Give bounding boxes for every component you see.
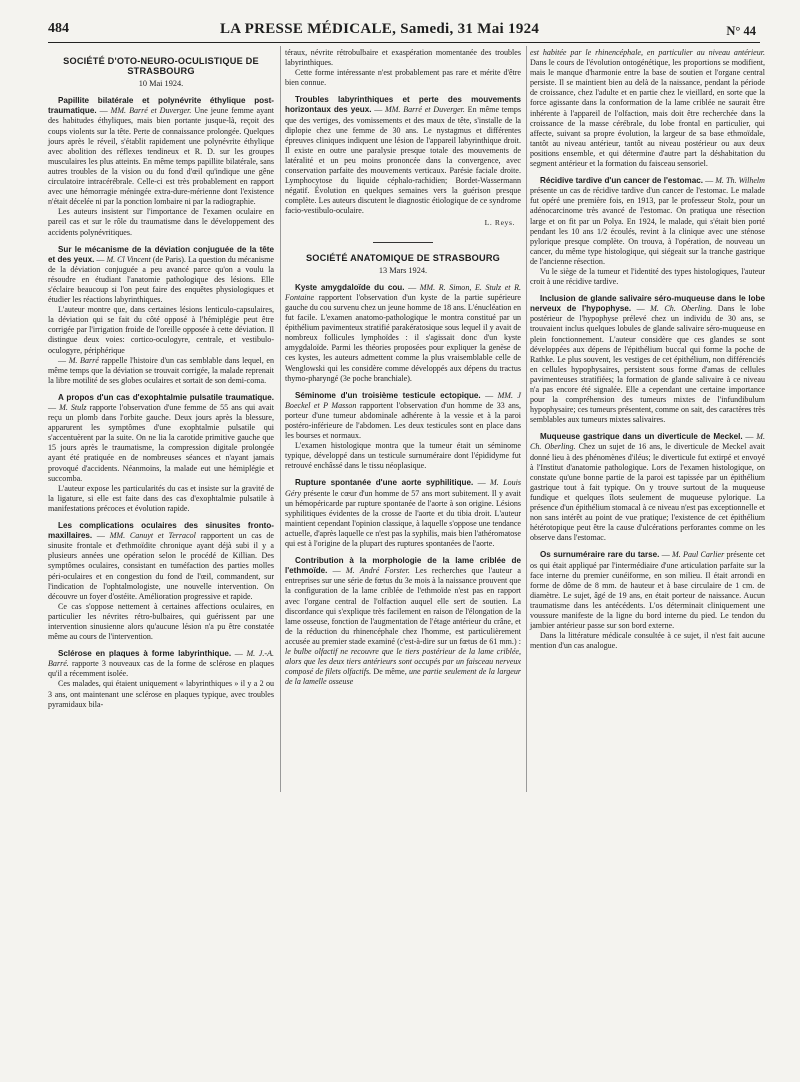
article: Inclusion de glande salivaire séro-muqueuse dans le lobe nerveux de l'hypophyse. — M. Ch. Oberling. Dans le lobe postérieur de l'hypophyse prélevé chez un individu de 30 ans, se trouvaient inclus quelques lobules de glande salivaire séro-muqueuse en plein fonctionnement. L'auteur considère que ces glandes se sont développées aux dépens de l'épithélium buccal qui forme la poche de Rathke. Le plus souvent, les vestiges de cet épithélium, non différenciés en cellules hypophysaires, persistent sous forme d'amas de cellules pavimenteuses stratifiées; la formation de glande salivaire à ce niveau n'a pas encore été signalée. Elle a cependant une certaine importance pour la compréhension des tumeurs mixtes de l'infundibulum hypophysaire; ces tumeurs présentent, comme on sait, des caractères très semblables aux tumeurs mixtes salivaires. xyxy=(530,294,765,425)
page-header xyxy=(48,21,756,39)
article-body: rapporte 3 nouveaux cas de la forme de sclérose en plaques qu'il a récemment isolée. xyxy=(48,659,274,679)
article: Os surnuméraire rare du tarse. — M. Paul Carlier présente cet os qui était appliqué par l'intermédiaire d'une articulation parfaite sur la face interne du premier cunéiforme, en son milieu. Il était arrondi en forme de dôme de 8 mm. de hauteur et à base circulaire de 1 cm. de diamètre. Le sujet, âgé de 19 ans, en était porteur de naissance. Aucun traumatisme dans les antécédents. L'os déterminait cliniquement une voussure manifeste de la ligne du bord interne du pied. Le tendon du jambier antérieur passe sur son bord externe. Dans la littérature médicale consultée à ce sujet, il n'est fait aucune mention d'un cas analogue. xyxy=(530,550,766,651)
article-title: Kyste amygdaloïde du cou. xyxy=(295,282,405,292)
article-title: Sur le mécanisme de la déviation conjuguée de la tête et des yeux. xyxy=(48,244,274,264)
article-author: MM. J Boeckel et P Masson xyxy=(285,390,521,410)
column-divider xyxy=(526,46,527,792)
article-body: L'examen histologique montra que la tumeur était un séminome typique, développé dans un testicule surnuméraire dont l'épididyme fut retrouvé enchâssé dans le tissu néoplasique. xyxy=(285,441,521,471)
article-author: M. Th. Wilhelm xyxy=(715,176,765,186)
header-rule xyxy=(48,42,760,43)
article: Les complications oculaires des sinusites fronto-maxillaires. — MM. Canuyt et Terracol rapportent un cas de sinusite frontale et d'ethmoïdite chronique ayant déjà subi il y a plusieurs années une opération selon le procédé de Killian. Des symptômes oculaires, consistant en tuméfaction des parties molles péri-oculaires et en congestion du fond de l'œil, commandent, sur l'indication de l'ophtalmologiste, une nouvelle intervention. On découvre un foyer d'ostéite. Amélioration progressive et rapide. Ce cas s'oppose nettement à certaines affections oculaires, en particulier les névrites rétro-bulbaires, qui guérissent par une intervention sinusienne alors qu'aucune lésion n'a pu être constatée même au cours de l'intervention. xyxy=(48,521,274,642)
article-continuation xyxy=(285,48,521,88)
article-body: présente cet os qui était appliqué par l'intermédiaire d'une articulation parfaite sur la face interne du premier cunéiforme, en son milieu. Il était arrondi en forme de dôme de 8 mm. de hauteur et à base circulaire de 1 cm. de diamètre. Le sujet, âgé de 19 ans, en était porteur de naissance. Aucun traumatisme dans les antécédents. L'os déterminait cliniquement une voussure manifeste de la ligne du bord interne du pied. Le tendon du jambier antérieur passe sur son bord externe. xyxy=(530,550,766,631)
article-author: MM. Canuyt et Terracol xyxy=(109,531,196,541)
article-author: M. J.-A. Barré. xyxy=(48,649,275,669)
column-3 xyxy=(530,48,765,658)
article-body: rapportent l'observation d'un homme de 33 ans, porteur d'une tumeur abdominale adhérente à la vessie et à la paroi postéro-inférieure de l'abdomen. Les deux testicules sont en place dans les bourses et normaux. xyxy=(285,400,521,441)
article-body: Les recherches que l'auteur a entreprises sur une série de fœtus du 3e mois à la naissance prouvent que la configuration de la lame criblée de l'ethmoïde n'est pas en rapport avec l'organe central de l'olfaction auquel elle sert de soutien. La discordance qui s'explique très facilement en raison de l'élongation de la lame osseuse, fonction de l'augmentation de l'étage antérieur du crâne, et de la réduction du rhinencéphale chez l'homme, est particulièrement accusée au premier stade examiné (c'est-à-dire sur un fœtus de 61 mm.) : xyxy=(285,566,521,646)
article: Muqueuse gastrique dans un diverticule de Meckel. — M. Ch. Oberling. Chez un sujet de 16 ans, le diverticule de Meckel avait donné lieu à des phénomènes d'iléus; le diverticule fut extirpé et envoyé à l'Institut d'anatomie pathologique. Lors de l'examen histologique, on constate qu'une bonne partie de la paroi est tapissée par un épithélium gastrique tout à fait typique. On y trouve surtout de la muqueuse fundique et quelques îlots seulement de muqueuse pylorique. La présence d'un épithélium stomacal à ce niveau n'est pas exceptionnelle et non sans intérêt au point de vue pratique; l'existence de cet épithélium hétérotopique peut être la cause d'ulcérations perforantes comme on les observe dans l'estomac. xyxy=(530,432,766,543)
article-body: Chez un sujet de 16 ans, le diverticule de Meckel avait donné lieu à des phénomènes d'iléus; le diverticule fut extirpé et envoyé à l'Institut d'anatomie pathologique. Lors de l'examen histologique, on constate qu'une bonne partie de la paroi est tapissée par un épithélium gastrique tout à fait typique. On y trouve surtout de la muqueuse fundique et quelques îlots seulement de muqueuse pylorique. La présence d'un épithélium stomacal à ce niveau n'est pas exceptionnelle et non sans intérêt au point de vue pratique; l'existence de cet épithélium hétérotopique peut être la cause d'ulcérations perforantes comme on les observe dans l'estomac. xyxy=(530,442,766,543)
article-author: M. Louis Géry xyxy=(285,478,521,498)
article-body: Vu le siège de la tumeur et l'identité des types histologiques, l'auteur croit à une récidive tardive. xyxy=(530,266,765,287)
article-author: M. Stulz xyxy=(59,403,87,412)
article-body: L'auteur montre que, dans certaines lésions lenticulo-capsulaires, la déviation qui se fait du côté opposé à l'hémiplégie peut être corrigée par l'irrigation froide de l'oreille opposée à cette déviation. Il distingue deux voies: cortico-oculogyre, centrale, et vestibulo-oculogyre, périphérique xyxy=(48,305,274,355)
article: Kyste amygdaloïde du cou. — MM. R. Simon, E. Stulz et R. Fontaine rapportent l'observation d'un kyste de la partie supérieure gauche du cou survenu chez un jeune homme de 18 ans. L'énucléation en fut facile. L'examen anatomo-pathologique le montra constitué par un épithélium pavimenteux stratifié parakératosique sous lequel il y avait de nombreux follicules lymphoïdes : il s'agissait donc d'un kyste amygdaloïde. Parmi les théories proposées pour expliquer la genèse de ces kystes, les auteurs admettent comme la plus vraisemblable celle de Wenglowski qui les considère comme développés aux dépens du tractus thymo-pharyngé (3e poche branchiale). xyxy=(285,282,522,383)
article-author: M. Ch. Oberling. xyxy=(650,304,713,314)
article-body: Une jeune femme ayant des habitudes éthyliques, mais bien portante jusque-là, reçoit des coups violents sur la tête. Perte de connaissance prolongée. Quelques jours après le réveil, s'établit rapidement une polynévrite éthylique avec abolition des réflexes tendineux et R. D. sur les groupes musculaires les plus atteints. En même temps papillite bilatérale, sans autres troubles de la vision ou du fond d'œil qu'indique une gêne circulatoire intracérébrale. Celle-ci est très probablement en rapport avec une hémorragie méningée extra-dure-mérienne dont l'existence n'était décelée ni par la ponction lombaire ni par la radiographie. xyxy=(48,106,274,207)
article-body: rapporte l'observation d'une femme de 55 ans qui avait reçu un plomb dans l'orbite gauche. Deux jours après la blessure, apparurent les symptômes d'une exophtalmie pulsatile qui s'accentuèrent par la suite. On ne lia la carotide primitive gauche que 15 jours après le traumatisme, la compression digitale prolongée ayant été pratiquée en de nombreuses séances et n'ayant jamais provoqué d'accidents. Néanmoins, la malade eut une hémiplégie et succomba. xyxy=(48,403,274,483)
session-date: 10 Mai 1924. xyxy=(138,79,184,89)
article-author: M. André Forster. xyxy=(345,566,410,576)
article-title: Os surnuméraire rare du tarse. xyxy=(540,550,660,560)
column-divider xyxy=(280,46,281,792)
article-body: Ce cas s'oppose nettement à certaines affections oculaires, en particulier les névrites rétro-bulbaires, qui guérissent par une intervention sinusienne alors qu'aucune lésion n'a pu être constatée même au cours de l'intervention. xyxy=(48,601,274,642)
article-title: A propos d'un cas d'exophtalmie pulsatile traumatique. xyxy=(58,392,274,402)
article-body: présente le cœur d'un homme de 57 ans mort subitement. Il y avait un hémopéricarde par rupture spontanée de l'aorte à son origine. Lésions syphilitiques évidentes de la crosse de l'aorte et du tibia droit. L'auteur maintient cependant l'opinion classique, à laquelle s'oppose une tendance actuelle, d'après laquelle ce n'est pas la syphilis, mais bien l'athéromatose qui est à l'origine de la plupart des ruptures spontanées de l'aorte. xyxy=(285,488,522,549)
article: Rupture spontanée d'une aorte syphilitique. — M. Louis Géry présente le cœur d'un homme de 57 ans mort subitement. Il y avait un hémopéricarde par rupture spontanée de l'aorte à son origine. Lésions syphilitiques évidentes de la crosse de l'aorte et du tibia droit. L'auteur maintient cependant l'opinion classique, à laquelle s'oppose une tendance actuelle, d'après laquelle ce n'est pas la syphilis, mais bien l'athéromatose qui est à l'origine de la plupart des ruptures spontanées de l'aorte. xyxy=(285,478,522,549)
session-date: 13 Mars 1924. xyxy=(378,265,428,275)
article-body: Dans le lobe postérieur de l'hypophyse prélevé chez un individu de 30 ans, se trouvaient inclus quelques lobules de glande salivaire séro-muqueuse en plein fonctionnement. L'auteur considère que ces glandes se sont développées aux dépens de l'épithélium buccal qui forme la poche de Rathke. Le plus souvent, les vestiges de cet épithélium, non différenciés en cellules hypophysaires, persistent sous forme d'amas de cellules pavimenteuses stratifiées; la formation de glande salivaire à ce niveau n'a pas encore été signalée. Elle a cependant une certaine importance pour la compréhension des tumeurs mixtes de l'infundibulum hypophysaire; ces tumeurs présentent, comme on sait, des caractères très semblables aux tumeurs mixtes salivaires. xyxy=(530,304,765,425)
page-number: 484 xyxy=(48,21,69,36)
article-title: Les complications oculaires des sinusites fronto-maxillaires. xyxy=(48,521,274,541)
article-title: Muqueuse gastrique dans un diverticule de Meckel. xyxy=(540,432,743,442)
column-2 xyxy=(285,48,521,694)
article: Sur le mécanisme de la déviation conjuguée de la tête et des yeux. — M. Cl Vincent (de Paris). La question du mécanisme de la déviation conjuguée a peu avancé parce qu'on a voulu la résoudre en étudiant l'anatomie pathologique des lésions. Elle s'éclaire beaucoup si l'on peut faire des enquêtes physiologiques et étudier les réactions labyrinthiques. L'auteur montre que, dans certaines lésions lenticulo-capsulaires, la déviation qui se fait du côté opposé à l'hémiplégie peut être corrigée par l'irrigation froide de l'oreille opposée à cette déviation. Il distingue deux voies: cortico-oculogyre, centrale, et vestibulo-oculogyre, périphérique — M. Barré rappelle l'histoire d'un cas semblable dans lequel, en même temps que la déviation se trouvait corrigée, la malade reprenait la libre motilité de ses globes oculaires et sortait de son demi-coma. xyxy=(48,244,275,385)
signature: L. Reys. xyxy=(484,217,515,227)
article-title: Sclérose en plaques à forme labyrinthique. xyxy=(58,649,232,659)
article-body: En même temps que des vertiges, des vomissements et des maux de tête, s'installe de la diplopie chez une femme de 30 ans. Le nystagmus et différentes épreuves cliniques indiquent une lésion de l'appareil labyrinthique droit. Il existe en outre une paralysie presque totale des mouvements de latéralité et un peu moins prononcée dans la convergence, avec conservation parfaite des mouvements verticaux. Parésie faciale droite. Lymphocytose du liquide céphalo-rachidien; Bordet-Wassermann négatif. Évolution en quelques semaines vers la guérison presque complète. Les auteurs discutent le diagnostic étiologique de ce syndrome facio-vestibulo-oculaire. xyxy=(285,105,521,216)
article: Papillite bilatérale et polynévrite éthylique post-traumatique. — MM. Barré et Duverger. Une jeune femme ayant des habitudes éthyliques, mais bien portante jusque-là, reçoit des coups violents sur la tête. Perte de connaissance prolongée. Quelques jours après le réveil, s'établit rapidement une polynévrite éthylique avec abolition des réflexes tendineux et R. D. sur les groupes musculaires les plus atteints. En même temps papillite bilatérale, sans autres troubles de la vision ou du fond d'œil qu'indique une gêne circulatoire intracérébrale. Celle-ci est très probablement en rapport avec une hémorragie méningée extra-dure-mérienne dont l'existence n'était décelée ni par la ponction lombaire ni par la radiographie. Les auteurs insistent sur l'importance de l'examen oculaire en pareil cas et sur le rôle du traumatisme dans le développement des accidents polynévritiques. xyxy=(48,96,274,237)
article-body: présente un cas de récidive tardive d'un cancer de l'estomac. Le malade fut opéré une première fois, en 1913, par le professeur Stolz, pour un adénocarcinome très avancé de l'estomac. On pratiqua une résection large et on fit par un Polya. En 1924, le malade, qui s'était bien porté pendant les 10 ans 1/2 écoulés, revint à la clinique avec une sténose pylorique presque complète. On trouva, à l'opération, de nouveau un cancer, du même type histologique, qui siégeait sur la tranche gastrique de l'ancienne résection. xyxy=(530,186,765,266)
article-body: Ces malades, qui étaient uniquement « labyrinthiques » il y a 2 ou 3 ans, ont maintenant une sclérose en plaques typique, avec troubles pyramidaux bila- xyxy=(48,679,274,709)
section-divider xyxy=(373,242,433,243)
article-body-italic: le bulbe olfactif ne recouvre que le tiers postérieur de la lame criblée, alors que les deux tiers antérieurs sont occupés par un faisceau nerveux composé de filets olfactifs. xyxy=(285,646,521,677)
article-body: téraux, névrite rétrobulbaire et exaspération momentanée des troubles labyrinthiques. xyxy=(285,48,521,68)
article: Contribution à la morphologie de la lame criblée de l'ethmoïde. — M. André Forster. Les recherches que l'auteur a entreprises sur une série de fœtus du 3e mois à la naissance prouvent que la configuration de la lame criblée de l'ethmoïde n'est pas en rapport avec l'organe central de l'olfaction auquel elle sert de soutien. La discordance qui s'explique très facilement en raison de l'élongation de la lame osseuse, fonction de l'augmentation de l'étage antérieur du crâne, et de la réduction du rhinencéphale chez l'homme, est particulièrement accusée au premier stade examiné (c'est-à-dire sur un fœtus de 61 mm.) : le bulbe olfactif ne recouvre que le tiers postérieur de la lame criblée, alors que les deux tiers antérieurs sont occupés par un faisceau nerveux composé de filets olfactifs. De même, une partie seulement de la largeur de la lamelle osseuse xyxy=(285,556,521,687)
article-title: Récidive tardive d'un cancer de l'estomac. xyxy=(540,176,703,186)
article-author: M. Ch. Oberling. xyxy=(530,432,765,452)
society-heading: SOCIÉTÉ D'OTO-NEURO-OCULISTIQUE DE STRASBOURG xyxy=(63,56,259,77)
article-body: L'auteur expose les particularités du cas et insiste sur la gravité de la ligature, si elle est faite dans des cas d'exophtalmie pulsatile à manifestations précoces et évolution rapide. xyxy=(48,483,274,513)
article-author: MM. R. Simon, E. Stulz et R. Fontaine xyxy=(285,282,522,302)
article: Troubles labyrinthiques et perte des mouvements horizontaux des yeux. — MM. Barré et Duverger. En même temps que des vertiges, des vomissements et des maux de tête, s'installe de la diplopie chez une femme de 30 ans. Le nystagmus et différentes épreuves cliniques indiquent une lésion de l'appareil labyrinthique droit. Il existe en outre une paralysie presque totale des mouvements de latéralité et un peu moins prononcée dans la convergence, avec conservation parfaite des mouvements verticaux. Parésie faciale droite. Lymphocytose du liquide céphalo-rachidien; Bordet-Wassermann négatif. Évolution en quelques semaines vers la guérison presque complète. Les auteurs discutent le diagnostic étiologique de ce syndrome facio-vestibulo-oculaire. L. Reys. xyxy=(285,95,521,227)
article-body: Les auteurs insistent sur l'importance de l'examen oculaire en pareil cas et sur le rôle du traumatisme dans le développement des accidents polynévritiques. xyxy=(48,207,274,237)
article-title: Troubles labyrinthiques et perte des mouvements horizontaux des yeux. xyxy=(285,95,521,115)
article-title: Rupture spontanée d'une aorte syphilitique. xyxy=(295,478,474,488)
article-author: M. Cl Vincent xyxy=(106,254,151,264)
article: Récidive tardive d'un cancer de l'estomac. — M. Th. Wilhelm présente un cas de récidive tardive d'un cancer de l'estomac. Le malade fut opéré une première fois, en 1913, par le professeur Stolz, pour un adénocarcinome très avancé de l'estomac. On pratiqua une résection large et on fit par un Polya. En 1924, le malade, qui s'était bien porté pendant les 10 ans 1/2 écoulés, revint à la clinique avec une sténose pylorique presque complète. On trouva, à l'opération, de nouveau un cancer, du même type histologique, qui siégeait sur la tranche gastrique de l'ancienne résection. Vu le siège de la tumeur et l'identité des types histologiques, l'auteur croit à une récidive tardive. xyxy=(530,176,765,287)
article: Séminome d'un troisième testicule ectopique. — MM. J Boeckel et P Masson rapportent l'observation d'un homme de 33 ans, porteur d'une tumeur abdominale adhérente à la vessie et à la paroi postéro-inférieure de l'abdomen. Les deux testicules sont en place dans les bourses et normaux. L'examen histologique montra que la tumeur était un séminome typique, développé dans un testicule surnuméraire dont l'épididyme fut retrouvé enchâssé dans le tissu néoplasique. xyxy=(285,390,521,471)
article-title: Contribution à la morphologie de la lame criblée de l'ethmoïde. xyxy=(285,556,521,576)
article-body: Dans la littérature médicale consultée à ce sujet, il n'est fait aucune mention d'un cas analogue. xyxy=(530,631,765,651)
society-heading: SOCIÉTÉ ANATOMIQUE DE STRASBOURG xyxy=(305,252,501,263)
article-body: La question du mécanisme de la déviation conjuguée a peu avancé parce qu'on a voulu la résoudre en étudiant l'anatomie pathologique des lésions. Elle s'éclaire beaucoup si l'on peut faire des enquêtes physiologiques et étudier les réactions labyrinthiques. xyxy=(48,254,275,305)
article-body: De même, xyxy=(373,667,407,677)
article-body: rapportent l'observation d'un kyste de la partie supérieure gauche du cou survenu chez un jeune homme de 18 ans. L'énucléation en fut facile. L'examen anatomo-pathologique le montra constitué par un épithélium pavimenteux stratifié parakératosique sous lequel il y avait de nombreux follicules lymphoïdes : il s'agissait donc d'un kyste amygdaloïde. Parmi les théories proposées pour expliquer la genèse de ces kystes, les auteurs admettent comme la plus vraisemblable celle de Wenglowski qui les considère comme développés aux dépens du tractus thymo-pharyngé (3e poche branchiale). xyxy=(285,292,522,383)
article-body: rapportent un cas de sinusite frontale et d'ethmoïdite chronique ayant déjà subi il y a plusieurs années une opération selon le procédé de Killian. Des symptômes oculaires, consistant en tuméfaction des parties molles péri-oculaires et en congestion du fond de l'œil, commandent, sur l'indication de l'ophtalmologiste, une nouvelle intervention. On découvre un foyer d'ostéite. Amélioration progressive et rapide. xyxy=(48,531,274,601)
article-body-italic: est habitée par le rhinencéphale, en particulier au niveau antérieur. xyxy=(530,48,765,57)
issue-number: N° 44 xyxy=(726,24,756,38)
article-body: Dans le cours de l'évolution ontogénétique, les proportions se modifient, mais le manque d'harmonie entre la base de soutien et l'organe central persiste. Il se maintient bien au delà de la naissance, pendant la période de croissance, chez l'adulte et en partie chez le vieillard, en sorte que la force agissante dans la conformation de la lame criblée ne saurait être inhérente à l'appareil de l'olfaction, mais doit être recherchée dans la croissance de la masse cérébrale, du lobe frontal en particulier, qui affecte, suivant sa propre évolution, la largeur de sa base ethmoïdale, tantôt au niveau antérieur, tantôt au niveau postérieur ou aux deux positions ensemble, et qui détermine d'autre part la déshabitation du segment antérieur et la formation du faisceau sensoriel. xyxy=(530,58,765,169)
article-title: Séminome d'un troisième testicule ectopique. xyxy=(295,390,481,400)
article-title: Inclusion de glande salivaire séro-muqueuse dans le lobe nerveux de l'hypophyse. xyxy=(530,294,765,314)
article: A propos d'un cas d'exophtalmie pulsatile traumatique. — M. Stulz rapporte l'observation d'une femme de 55 ans qui avait reçu un plomb dans l'orbite gauche. Deux jours après la blessure, apparurent les symptômes d'une exophtalmie pulsatile qui s'accentuèrent par la suite. On ne lia la carotide primitive gauche que 15 jours après le traumatisme, la compression digitale prolongée ayant été pratiquée en de nombreuses séances et n'ayant jamais provoqué d'accidents. Néanmoins, la malade eut une hémiplégie et succomba. L'auteur expose les particularités du cas et insiste sur la gravité de la ligature, si elle est faite dans des cas d'exophtalmie pulsatile à manifestations précoces et évolution rapide. xyxy=(48,392,274,513)
article-body: Cette forme intéressante n'est probablement pas rare et mérite d'être bien connue. xyxy=(285,68,521,88)
article-author: M. Barré xyxy=(68,355,99,365)
article: Sclérose en plaques à forme labyrinthique. — M. J.-A. Barré. rapporte 3 nouveaux cas de la forme de sclérose en plaques qu'il a récemment isolée. Ces malades, qui étaient uniquement « labyrinthiques » il y a 2 ou 3 ans, ont maintenant une sclérose en plaques typique, avec troubles pyramidaux bila- xyxy=(48,649,275,709)
article-author: MM. Barré et Duverger. xyxy=(110,106,192,116)
article-continuation xyxy=(530,48,765,169)
article-body-italic: une partie seulement de la largeur de la lamelle osseuse xyxy=(285,667,521,687)
article-title: Papillite bilatérale et polynévrite éthylique post-traumatique. xyxy=(48,96,274,116)
article-body: rappelle l'histoire d'un cas semblable dans lequel, en même temps que la déviation se trouvait corrigée, la malade reprenait la libre motilité de ses globes oculaires et sortait de son demi-coma. xyxy=(48,355,275,385)
column-1 xyxy=(48,48,274,717)
article-author: MM. Barré et Duverger. xyxy=(385,105,465,115)
article-author-origin: (de Paris). xyxy=(152,254,186,264)
journal-title: LA PRESSE MÉDICALE, Samedi, 31 Mai 1924 xyxy=(220,21,540,37)
article-author: M. Paul Carlier xyxy=(672,550,725,560)
